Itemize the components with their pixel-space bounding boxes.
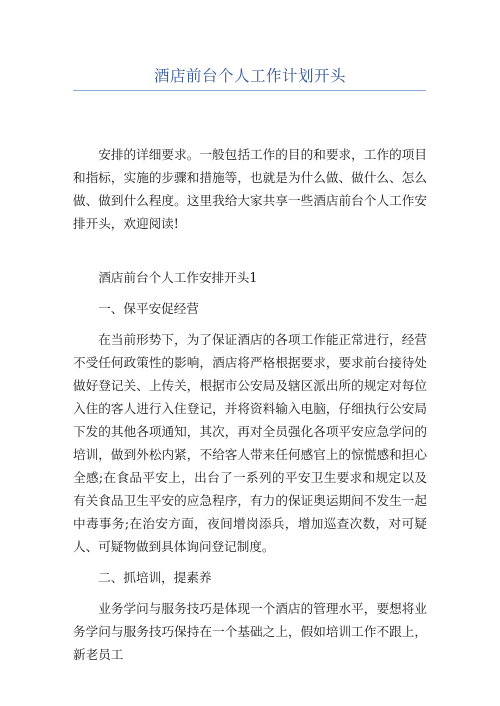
subsection-paragraph: 在当前形势下，为了保证酒店的各项工作能正常进行，经营不受任何政策性的影响，酒店将严格根据要求，要求前台接待处做好登记关、上传关，根据市公安局及辖区派出所的规定对每位入住的客人进行入住登记，并将资料输入电脑，仔细执行公安局下发的其他各项通知，其次，再对全员强化各项平安应急学问的培训，做到外松内紧，不给客人带来任何感官上的惊慌感和担心全感;在食品平安上，出台了一系列的平安卫生要求和规定以及有关食品卫生平安的应急程序，有力的保证奥运期间不发生一起中毒事务;在治安方面，夜间增岗添兵，增加巡查次数，对可疑人、可疑物做到具体询问登记制度。 xyxy=(73,332,427,554)
spacer xyxy=(73,320,427,328)
intro-paragraph: 安排的详细要求。一般包括工作的目的和要求，工作的项目和指标，实施的步骤和措施等，也就是为什么做、做什么、怎么做、做到什么程度。这里我给大家共享一些酒店前台个人工作安排开头，欢迎阅读! xyxy=(73,147,427,231)
spacer xyxy=(73,235,427,266)
document-body xyxy=(73,143,427,666)
subsection-paragraph: 业务学问与服务技巧是体现一个酒店的管理水平，要想将业务学问与服务技巧保持在一个基础之上，假如培训工作不跟上，新老员工 xyxy=(73,601,427,662)
subsection-heading: 二、抓培训，提素养 xyxy=(98,570,212,585)
spacer xyxy=(73,289,427,297)
spacer xyxy=(73,558,427,566)
document-title: 酒店前台个人工作计划开头 xyxy=(153,67,346,85)
section-title: 酒店前台个人工作安排开头1 xyxy=(98,270,258,285)
title-divider xyxy=(73,90,426,91)
subsection-heading: 一、保平安促经营 xyxy=(98,301,199,316)
spacer xyxy=(73,589,427,597)
